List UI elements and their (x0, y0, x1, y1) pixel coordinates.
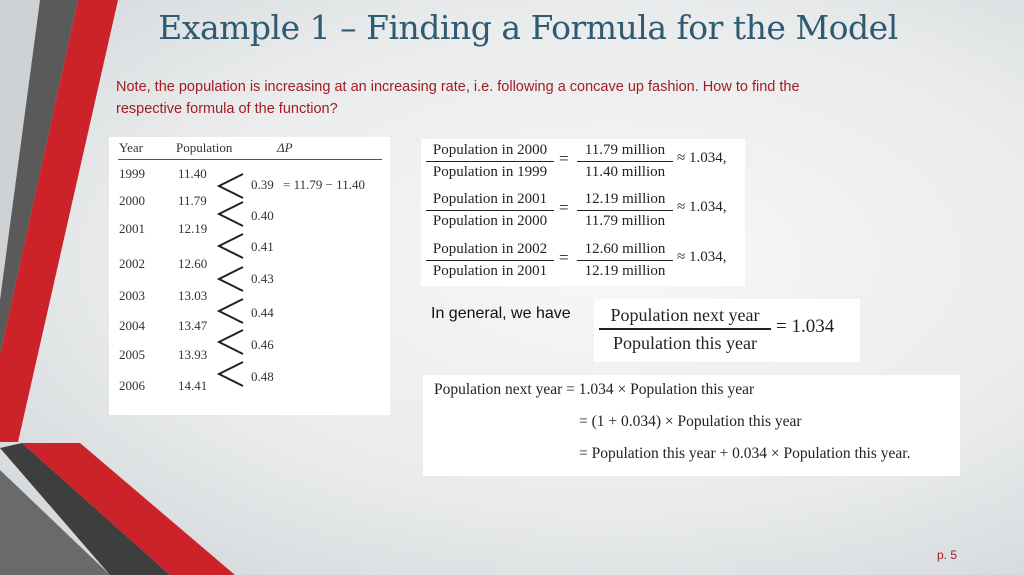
value-fraction (577, 190, 673, 231)
year-cell: 2000 (119, 193, 145, 208)
ratio-numerator: Population in 2002 (432, 241, 548, 257)
ratio-approx: ≈ 1.034, (677, 150, 727, 166)
general-numerator: Population next year (610, 305, 760, 325)
ratio-fraction (426, 190, 554, 231)
header-delta: ΔP (277, 140, 293, 155)
year-cell: 2006 (119, 378, 145, 393)
header-population: Population (176, 140, 233, 155)
general-intro: In general, we have (431, 305, 571, 322)
ratio-denominator: Population in 2001 (432, 263, 548, 279)
value-numerator: 12.60 million (584, 241, 666, 257)
ratio-numerator: Population in 2000 (432, 142, 548, 158)
formula-line: Population next year = 1.034 × Population this year (434, 381, 755, 398)
difference-chevron-icon (215, 171, 245, 201)
year-cell: 2005 (119, 347, 145, 362)
header-year: Year (119, 140, 143, 155)
population-cell: 12.60 (178, 256, 208, 271)
population-cell: 11.79 (178, 193, 207, 208)
year-cell: 2001 (119, 221, 145, 236)
population-table (109, 137, 390, 415)
population-cell: 13.47 (178, 318, 208, 333)
delta-cell: 0.48 (251, 369, 274, 384)
value-denominator: 11.40 million (584, 164, 666, 180)
ratio-equations (421, 139, 745, 286)
value-fraction (577, 240, 673, 281)
formula-line: = Population this year + 0.034 × Population this year. (579, 445, 911, 462)
population-cell: 13.03 (178, 288, 208, 303)
delta-cell: 0.40 (251, 208, 274, 223)
value-fraction (577, 141, 673, 182)
difference-chevron-icon (215, 327, 245, 357)
equals-sign: = (559, 149, 569, 168)
year-cell: 1999 (119, 166, 145, 181)
ratio-fraction (426, 141, 554, 182)
ratio-fraction (426, 240, 554, 281)
value-numerator: 12.19 million (584, 191, 666, 207)
formula-line: = (1 + 0.034) × Population this year (579, 413, 802, 430)
population-cell: 14.41 (178, 378, 208, 393)
ratio-denominator: Population in 1999 (432, 164, 548, 180)
population-cell: 11.40 (178, 166, 207, 181)
population-cell: 12.19 (178, 221, 208, 236)
ratio-approx: ≈ 1.034, (677, 249, 727, 265)
value-numerator: 11.79 million (584, 142, 666, 158)
difference-chevron-icon (215, 231, 245, 261)
value-denominator: 12.19 million (584, 263, 666, 279)
ratio-approx: ≈ 1.034, (677, 199, 727, 215)
page-number: p. 5 (937, 548, 958, 562)
formula-derivation (423, 375, 960, 476)
difference-chevron-icon (215, 264, 245, 294)
note-text: Note, the population is increasing at an increasing rate, i.e. following a concave up fashion. How to find the respective formula of the function? (116, 79, 800, 117)
equals-sign: = (559, 198, 569, 217)
delta-cell: 0.41 (251, 239, 274, 254)
year-cell: 2002 (119, 256, 145, 271)
general-ratio (594, 299, 860, 362)
difference-chevron-icon (215, 359, 245, 389)
ratio-numerator: Population in 2001 (432, 191, 548, 207)
delta-cell: 0.46 (251, 337, 274, 352)
delta-cell: 0.44 (251, 305, 274, 320)
ratio-denominator: Population in 2000 (432, 213, 548, 229)
equals-sign: = (559, 248, 569, 267)
header-rule (118, 159, 382, 160)
delta-cell: 0.43 (251, 271, 274, 286)
slide-title: Example 1 – Finding a Formula for the Model (158, 8, 898, 47)
delta-note: = 11.79 − 11.40 (283, 177, 365, 192)
value-denominator: 11.79 million (584, 213, 666, 229)
delta-cell: 0.39 (251, 177, 274, 192)
difference-chevron-icon (215, 296, 245, 326)
general-denominator: Population this year (613, 333, 757, 353)
population-cell: 13.93 (178, 347, 208, 362)
general-fraction (599, 303, 771, 355)
general-result: = 1.034 (776, 316, 835, 337)
difference-chevron-icon (215, 199, 245, 229)
year-cell: 2004 (119, 318, 145, 333)
year-cell: 2003 (119, 288, 145, 303)
